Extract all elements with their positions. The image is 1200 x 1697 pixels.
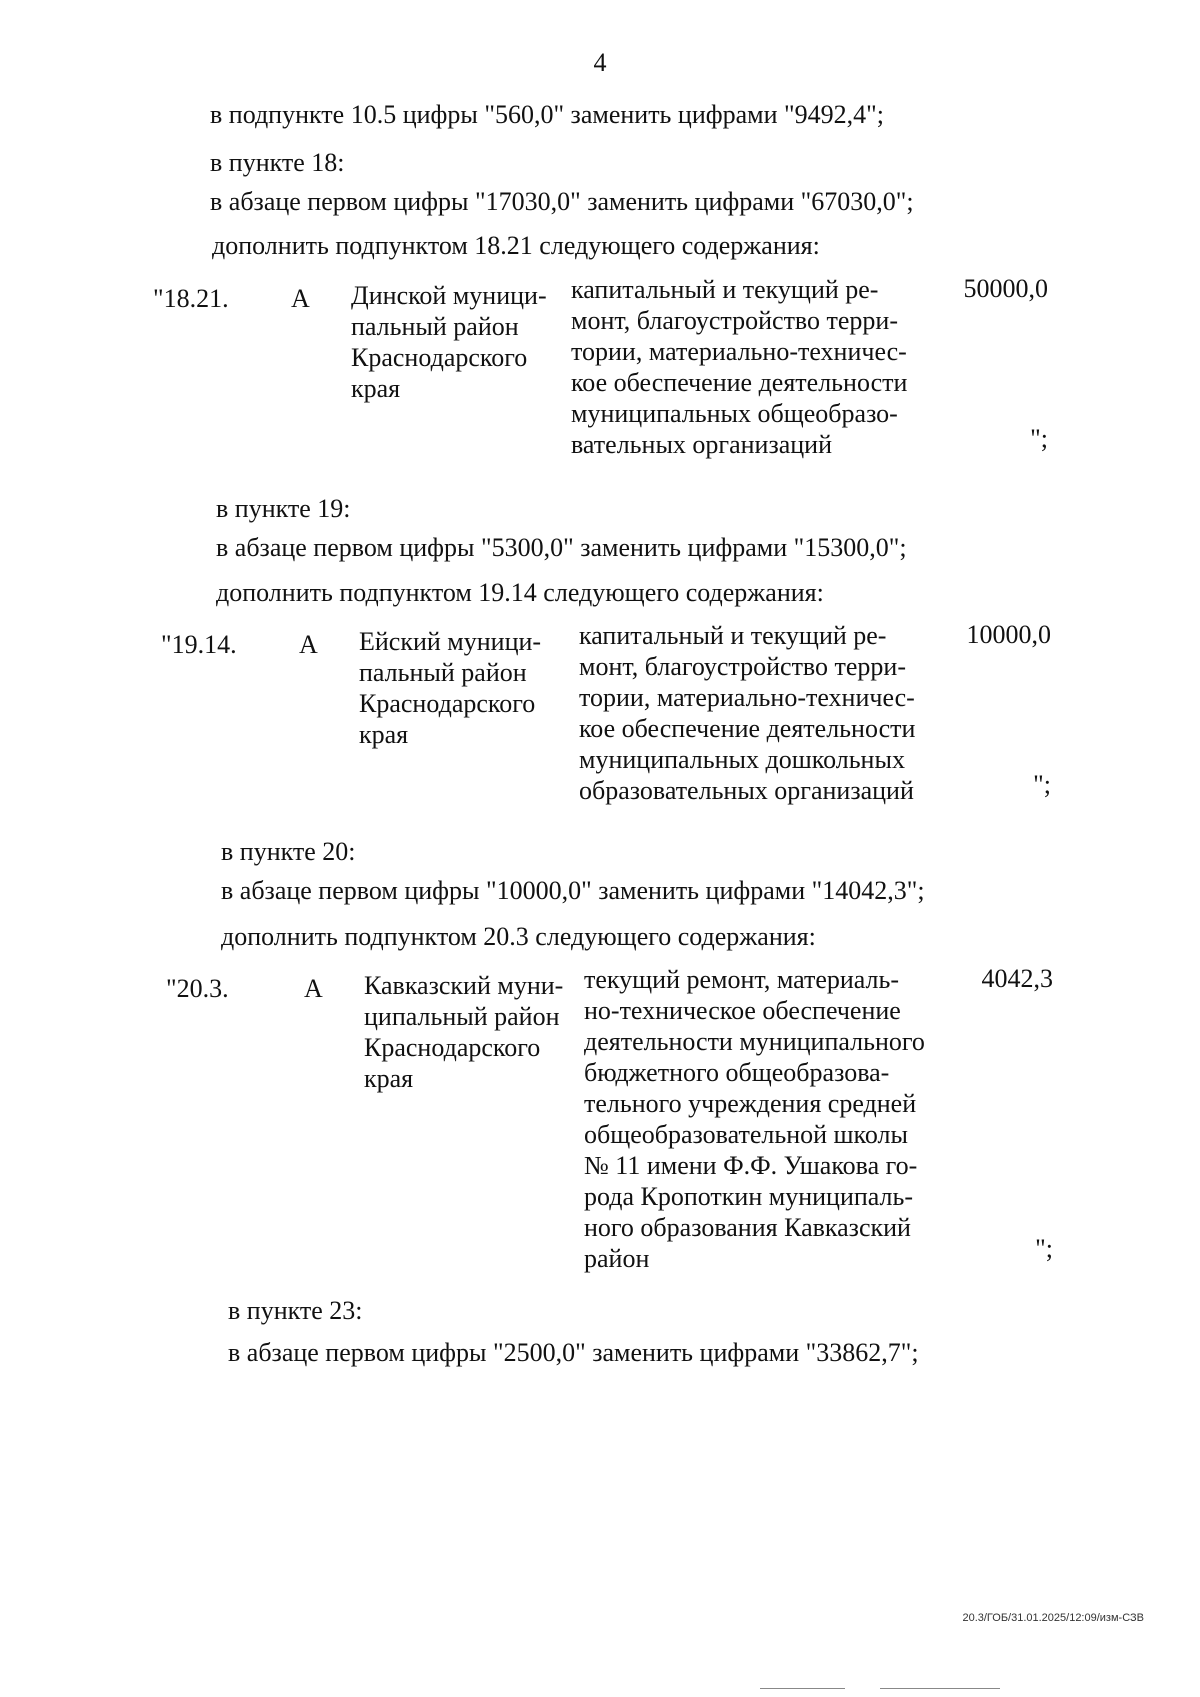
paragraph-item-19: в пункте 19: — [216, 494, 351, 523]
purpose-line: деятельности муниципального — [584, 1027, 925, 1056]
scan-artifact-line — [880, 1688, 1000, 1689]
purpose-line: кое обеспечение деятельности — [579, 714, 916, 743]
purpose-line: № 11 имени Ф.Ф. Ушакова го- — [584, 1151, 918, 1180]
entry-20-3 — [166, 964, 1053, 1274]
purpose-line: вательных организаций — [571, 430, 833, 459]
paragraph-add-20-3: дополнить подпунктом 20.3 следующего содержания: — [221, 922, 816, 951]
purpose-line: тории, материально-техничес- — [571, 337, 907, 366]
purpose-line: монт, благоустройство терри- — [579, 652, 907, 681]
entry-purpose — [579, 620, 931, 806]
paragraph-item-23-first: в абзаце первом цифры "2500,0" заменить цифрами "33862,7"; — [228, 1338, 919, 1367]
purpose-line: кое обеспечение деятельности — [571, 368, 908, 397]
scan-artifact-line — [760, 1688, 845, 1689]
purpose-line: общеобразовательной школы — [584, 1120, 908, 1149]
entry-closing-quote: "; — [1033, 770, 1051, 799]
purpose-line: но-техническое обеспечение — [584, 996, 901, 1025]
paragraph-add-19-14: дополнить подпунктом 19.14 следующего содержания: — [216, 578, 824, 607]
purpose-line: образовательных организаций — [579, 776, 914, 805]
entry-municipality — [359, 626, 579, 750]
purpose-line: муниципальных общеобразо- — [571, 399, 898, 428]
paragraph-item-23: в пункте 23: — [228, 1296, 363, 1325]
paragraph-item-20-first: в абзаце первом цифры "10000,0" заменить цифрами "14042,3"; — [221, 876, 925, 905]
purpose-line: рода Кропоткин муниципаль- — [584, 1182, 914, 1211]
entry-number: "20.3. — [166, 974, 229, 1003]
purpose-line: ного образования Кавказский — [584, 1213, 911, 1242]
municipality-line: Динской муници- — [351, 281, 547, 310]
purpose-line: капитальный и текущий ре- — [571, 275, 879, 304]
purpose-line: текущий ремонт, материаль- — [584, 965, 900, 994]
municipality-line: пальный район — [351, 312, 519, 341]
entry-municipality — [351, 280, 571, 404]
purpose-line: капитальный и текущий ре- — [579, 621, 887, 650]
entry-purpose — [571, 274, 923, 460]
entry-number: "19.14. — [161, 630, 237, 659]
footer-document-code: 20.3/ГОБ/31.01.2025/12:09/изм-СЗВ — [962, 1612, 1144, 1624]
municipality-line: края — [364, 1064, 414, 1093]
municipality-line: ципальный район — [364, 1002, 560, 1031]
municipality-line: Краснодарского — [359, 689, 536, 718]
entry-closing-quote: "; — [1030, 424, 1048, 453]
municipality-line: края — [359, 720, 409, 749]
purpose-line: муниципальных дошкольных — [579, 745, 905, 774]
purpose-line: бюджетного общеобразова- — [584, 1058, 890, 1087]
municipality-line: Краснодарского — [364, 1033, 541, 1062]
paragraph-add-18-21: дополнить подпунктом 18.21 следующего содержания: — [212, 231, 820, 260]
entry-closing-quote: "; — [1035, 1234, 1053, 1263]
entry-amount: 50000,0 — [963, 274, 1048, 303]
entry-category: А — [299, 630, 318, 659]
page-number: 4 — [593, 48, 607, 77]
entry-purpose — [584, 964, 936, 1274]
municipality-line: Кавказский муни- — [364, 971, 564, 1000]
purpose-line: тории, материально-техничес- — [579, 683, 915, 712]
entry-category: А — [304, 974, 323, 1003]
paragraph-item-18: в пункте 18: — [210, 148, 345, 177]
purpose-line: монт, благоустройство терри- — [571, 306, 899, 335]
entry-amount: 10000,0 — [966, 620, 1051, 649]
entry-18-21 — [153, 274, 1048, 464]
paragraph-item-18-first: в абзаце первом цифры "17030,0" заменить цифрами "67030,0"; — [210, 187, 914, 216]
purpose-line: район — [584, 1244, 650, 1273]
municipality-line: Краснодарского — [351, 343, 528, 372]
paragraph-item-19-first: в абзаце первом цифры "5300,0" заменить цифрами "15300,0"; — [216, 533, 907, 562]
entry-municipality — [364, 970, 584, 1094]
entry-number: "18.21. — [153, 284, 229, 313]
purpose-line: тельного учреждения средней — [584, 1089, 917, 1118]
entry-category: А — [291, 284, 310, 313]
municipality-line: края — [351, 374, 401, 403]
municipality-line: пальный район — [359, 658, 527, 687]
municipality-line: Ейский муници- — [359, 627, 542, 656]
paragraph-item-20: в пункте 20: — [221, 837, 356, 866]
entry-19-14 — [161, 620, 1051, 810]
entry-amount: 4042,3 — [981, 964, 1053, 993]
paragraph-subitem-10-5: в подпункте 10.5 цифры "560,0" заменить цифрами "9492,4"; — [210, 100, 884, 129]
